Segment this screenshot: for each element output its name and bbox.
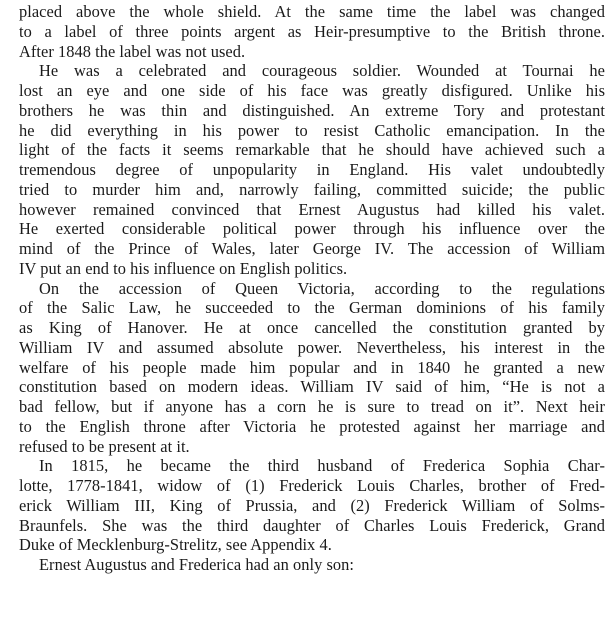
text-line: as King of Hanover. He at once cancelled the constitution granted by [19, 318, 605, 337]
text-line: he did everything in his power to resist Catholic emancipation. In the [19, 120, 605, 140]
text-line: bad fellow, but if anyone has a corn he is sure to tread on it”. Next heir [19, 397, 605, 416]
text-line: lotte, 1778-1841, widow of (1) Frederick Louis Charles, brother of Fred- [19, 476, 605, 495]
text-line: tremendous degree of unpopularity in England. His valet undoubtedly [19, 160, 605, 179]
text-line: erick William III, King of Prussia, and (2) Frederick William of Solms- [19, 495, 605, 515]
text-line: In 1815, he became the third husband of Frederica Sophia Char- [39, 456, 605, 476]
paragraph-only-son [19, 555, 605, 575]
text-line: refused to be present at it. [19, 436, 190, 456]
text-line: to a label of three points argent as Heir-presumptive to the British throne. [19, 21, 605, 41]
text-line: to the English throne after Victoria he protested against her marriage and [19, 416, 605, 436]
text-line: lost an eye and one side of his face was greatly disfigured. Unlike his [19, 81, 605, 100]
text-line: of the Salic Law, he succeeded to the German dominions of his family [19, 298, 605, 318]
text-line: After 1848 the label was not used. [19, 41, 246, 61]
text-line: Ernest Augustus and Frederica had an only son: [39, 555, 355, 574]
text-line: light of the facts it seems remarkable that he should have achieved such a [19, 140, 605, 160]
text-line: Braunfels. She was the third daughter of Charles Louis Frederick, Grand [19, 515, 605, 535]
text-line: William IV and assumed absolute power. Nevertheless, his interest in the [19, 337, 605, 357]
text-line: however remained convinced that Ernest Augustus had killed his valet. [19, 199, 605, 219]
paragraph-hanover [19, 279, 605, 457]
text-line: IV put an end to his influence on English politics. [19, 258, 348, 278]
text-line: On the accession of Queen Victoria, according to the regulations [39, 278, 605, 298]
text-line: He exerted considerable political power through his influence over the [19, 219, 605, 239]
text-line: welfare of his people made him popular and in 1840 he granted a new [19, 357, 605, 377]
text-line: Duke of Mecklenburg-Strelitz, see Appendix 4. [19, 535, 332, 555]
text-line: He was a celebrated and courageous soldier. Wounded at Tournai he [39, 61, 605, 81]
text-line: tried to murder him and, narrowly failing, committed suicide; the public [19, 179, 605, 199]
paragraph-label-change [19, 2, 605, 61]
text-line: brothers he was thin and distinguished. An extreme Tory and protestant [19, 100, 605, 120]
text-line: constitution based on modern ideas. William IV said of him, “He is not a [19, 377, 605, 397]
paragraph-marriage [19, 456, 605, 555]
paragraph-soldier [19, 61, 605, 278]
text-line: mind of the Prince of Wales, later George IV. The accession of William [19, 239, 605, 258]
text-line: placed above the whole shield. At the same time the label was changed [19, 2, 605, 21]
